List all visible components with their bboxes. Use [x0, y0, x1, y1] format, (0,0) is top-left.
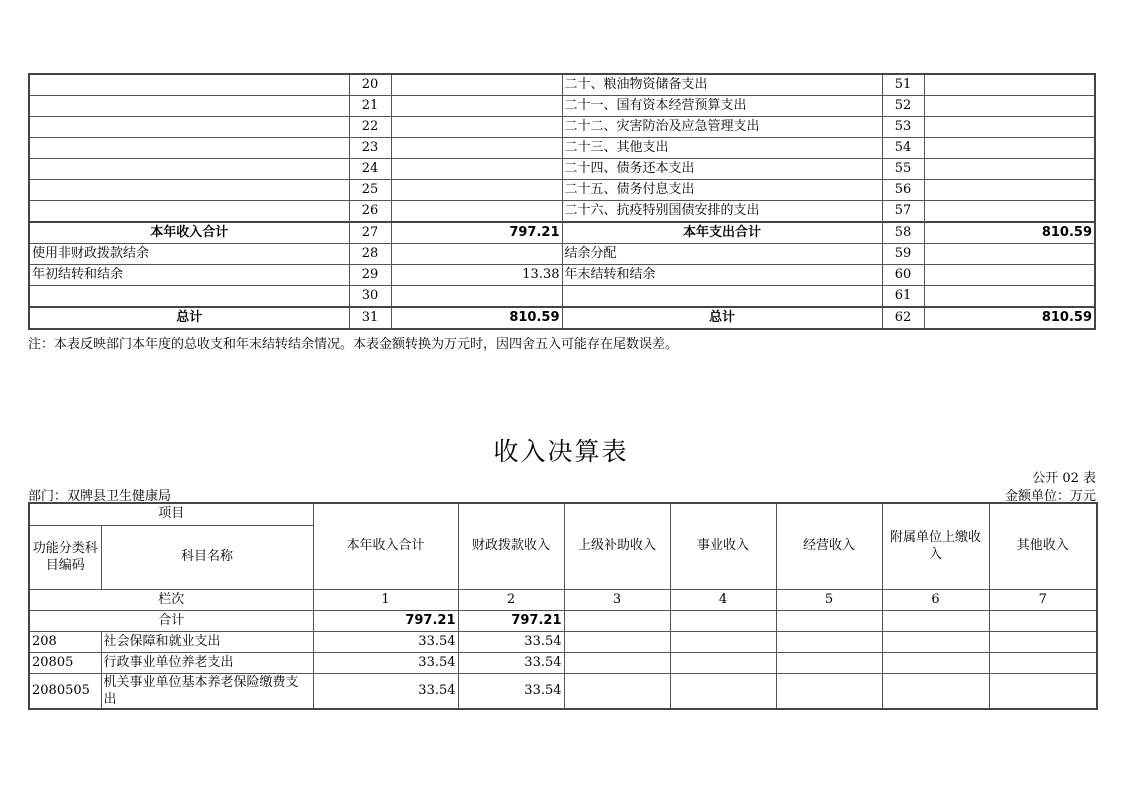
income-item [29, 180, 349, 201]
income-line-no: 26 [349, 201, 391, 223]
expense-line-no: 53 [882, 117, 924, 138]
row-value [989, 652, 1097, 673]
income-line-no: 25 [349, 180, 391, 201]
expense-line-no: 54 [882, 138, 924, 159]
expense-line-no: 59 [882, 244, 924, 265]
subject-name: 行政事业单位养老支出 [101, 652, 313, 673]
row-value [564, 652, 670, 673]
income-line-no: 23 [349, 138, 391, 159]
header-col-6: 附属单位上缴收入 [882, 503, 989, 589]
table-row [29, 286, 1095, 308]
expense-item: 年末结转和结余 [562, 265, 882, 286]
total-label: 合计 [29, 610, 313, 631]
expense-item: 结余分配 [562, 244, 882, 265]
column-number: 5 [776, 589, 882, 610]
row-value [776, 673, 882, 709]
expense-item: 二十五、债务付息支出 [562, 180, 882, 201]
income-item [29, 74, 349, 96]
expense-line-no: 62 [882, 307, 924, 329]
expense-line-no: 56 [882, 180, 924, 201]
income-expense-summary-table [28, 73, 1096, 330]
row-value: 33.54 [458, 652, 564, 673]
row-value [670, 631, 776, 652]
expense-item: 二十、粮油物资储备支出 [562, 74, 882, 96]
income-amount [391, 74, 562, 96]
expense-amount: 810.59 [924, 307, 1095, 329]
summary-table-body [29, 74, 1095, 329]
row-value [776, 652, 882, 673]
expense-item: 二十六、抗疫特别国债安排的支出 [562, 201, 882, 223]
row-value: 33.54 [313, 631, 458, 652]
total-row [29, 610, 1097, 631]
expense-amount [924, 286, 1095, 308]
expense-item: 二十三、其他支出 [562, 138, 882, 159]
subject-code: 208 [29, 631, 101, 652]
department-label: 部门：双牌县卫生健康局 [28, 489, 172, 504]
table-row [29, 652, 1097, 673]
income-amount: 797.21 [391, 222, 562, 244]
income-line-no: 30 [349, 286, 391, 308]
income-line-no: 20 [349, 74, 391, 96]
expense-line-no: 52 [882, 96, 924, 117]
total-value [670, 610, 776, 631]
income-line-no: 22 [349, 117, 391, 138]
expense-line-no: 57 [882, 201, 924, 223]
table-row [29, 631, 1097, 652]
income-amount [391, 180, 562, 201]
row-value [776, 631, 882, 652]
income-item: 使用非财政拨款结余 [29, 244, 349, 265]
column-number: 6 [882, 589, 989, 610]
income-item: 本年收入合计 [29, 222, 349, 244]
income-amount [391, 138, 562, 159]
income-item [29, 96, 349, 117]
income-line-no: 21 [349, 96, 391, 117]
subject-name: 机关事业单位基本养老保险缴费支出 [101, 673, 313, 709]
income-item [29, 201, 349, 223]
income-line-no: 27 [349, 222, 391, 244]
income-amount [391, 244, 562, 265]
income-statement-table [28, 502, 1098, 710]
header-col-3: 上级补助收入 [564, 503, 670, 589]
column-number: 1 [313, 589, 458, 610]
income-line-no: 31 [349, 307, 391, 329]
row-value [882, 652, 989, 673]
income-amount [391, 159, 562, 180]
header-col-1: 本年收入合计 [313, 503, 458, 589]
row-value [989, 631, 1097, 652]
income-item [29, 286, 349, 308]
expense-amount [924, 138, 1095, 159]
total-value: 797.21 [458, 610, 564, 631]
column-number: 2 [458, 589, 564, 610]
row-value [882, 673, 989, 709]
expense-amount [924, 244, 1095, 265]
row-label: 栏次 [29, 589, 313, 610]
income-amount: 13.38 [391, 265, 562, 286]
form-code: 公开 02 表 [1032, 471, 1096, 486]
subject-code: 2080505 [29, 673, 101, 709]
table-row [29, 117, 1095, 138]
expense-item: 二十一、国有资本经营预算支出 [562, 96, 882, 117]
table-row [29, 138, 1095, 159]
header-col-5: 经营收入 [776, 503, 882, 589]
expense-amount [924, 201, 1095, 223]
expense-amount [924, 265, 1095, 286]
income-item [29, 159, 349, 180]
subject-code: 20805 [29, 652, 101, 673]
expense-item: 本年支出合计 [562, 222, 882, 244]
table-note: 注：本表反映部门本年度的总收支和年末结转结余情况。本表金额转换为万元时，因四舍五入可能存在尾数误差。 [28, 337, 679, 352]
expense-item: 总计 [562, 307, 882, 329]
income-amount [391, 117, 562, 138]
income-item [29, 117, 349, 138]
total-value [564, 610, 670, 631]
header-col-4: 事业收入 [670, 503, 776, 589]
expense-amount [924, 96, 1095, 117]
total-value: 797.21 [313, 610, 458, 631]
column-number: 4 [670, 589, 776, 610]
income-rows [29, 631, 1097, 709]
table-row [29, 74, 1095, 96]
expense-amount: 810.59 [924, 222, 1095, 244]
expense-amount [924, 180, 1095, 201]
header-code: 功能分类科目编码 [29, 525, 101, 589]
page-title: 收入决算表 [493, 437, 629, 466]
table-row [29, 180, 1095, 201]
expense-amount [924, 159, 1095, 180]
header-col-7: 其他收入 [989, 503, 1097, 589]
column-number: 7 [989, 589, 1097, 610]
column-number: 3 [564, 589, 670, 610]
income-item: 年初结转和结余 [29, 265, 349, 286]
row-value [670, 652, 776, 673]
table-row [29, 265, 1095, 286]
row-value [564, 631, 670, 652]
income-line-no: 28 [349, 244, 391, 265]
table-row [29, 244, 1095, 265]
income-amount: 810.59 [391, 307, 562, 329]
income-amount [391, 201, 562, 223]
column-number-row [29, 589, 1097, 610]
table-row [29, 159, 1095, 180]
table-row [29, 222, 1095, 244]
table-row [29, 201, 1095, 223]
expense-item: 二十四、债务还本支出 [562, 159, 882, 180]
total-value [882, 610, 989, 631]
header-col-2: 财政拨款收入 [458, 503, 564, 589]
total-value [776, 610, 882, 631]
row-value: 33.54 [313, 673, 458, 709]
header-name: 科目名称 [101, 525, 313, 589]
row-value: 33.54 [458, 631, 564, 652]
header-item: 项目 [29, 503, 313, 525]
expense-line-no: 58 [882, 222, 924, 244]
expense-item [562, 286, 882, 308]
income-line-no: 24 [349, 159, 391, 180]
table-row [29, 96, 1095, 117]
income-amount [391, 286, 562, 308]
subject-name: 社会保障和就业支出 [101, 631, 313, 652]
expense-line-no: 61 [882, 286, 924, 308]
row-value [670, 673, 776, 709]
expense-line-no: 55 [882, 159, 924, 180]
expense-line-no: 60 [882, 265, 924, 286]
table-row [29, 673, 1097, 709]
row-value [564, 673, 670, 709]
row-value: 33.54 [458, 673, 564, 709]
income-item: 总计 [29, 307, 349, 329]
row-value [989, 673, 1097, 709]
income-item [29, 138, 349, 159]
expense-amount [924, 117, 1095, 138]
expense-amount [924, 74, 1095, 96]
row-value: 33.54 [313, 652, 458, 673]
table-row [29, 307, 1095, 329]
income-amount [391, 96, 562, 117]
unit-label: 金额单位：万元 [1004, 489, 1096, 504]
expense-item: 二十二、灾害防治及应急管理支出 [562, 117, 882, 138]
income-line-no: 29 [349, 265, 391, 286]
row-value [882, 631, 989, 652]
total-value [989, 610, 1097, 631]
expense-line-no: 51 [882, 74, 924, 96]
